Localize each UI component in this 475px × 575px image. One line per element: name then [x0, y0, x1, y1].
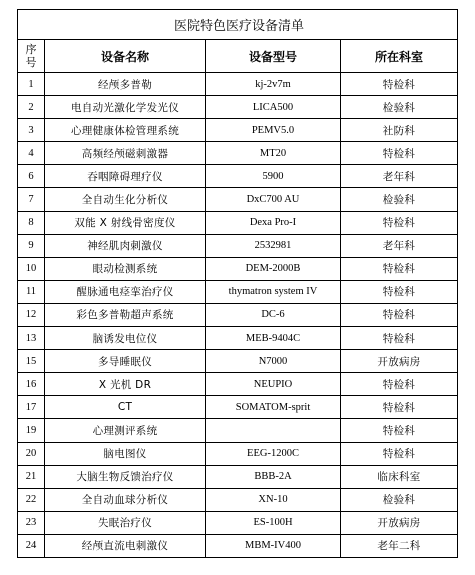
- cell-department: 老年二科: [341, 534, 458, 557]
- cell-department: 检验科: [341, 96, 458, 119]
- table-row: [18, 234, 458, 257]
- cell-equipment-model: 2532981: [206, 234, 341, 257]
- table-row: [18, 419, 458, 442]
- table-row: [18, 373, 458, 396]
- cell-equipment-model: DxC700 AU: [206, 188, 341, 211]
- table-row: [18, 142, 458, 165]
- table-row: [18, 165, 458, 188]
- cell-serial-number: 21: [18, 465, 45, 488]
- cell-equipment-model: ES-100H: [206, 511, 341, 534]
- cell-serial-number: 16: [18, 373, 45, 396]
- header-department: 所在科室: [341, 40, 458, 73]
- cell-equipment-model: N7000: [206, 350, 341, 373]
- cell-equipment-name: 电自动光激化学发光仪: [45, 96, 206, 119]
- cell-serial-number: 9: [18, 234, 45, 257]
- cell-equipment-model: PEMV5.0: [206, 119, 341, 142]
- cell-equipment-model: SOMATOM-sprit: [206, 396, 341, 419]
- cell-equipment-model: kj-2v7m: [206, 73, 341, 96]
- table-row: [18, 511, 458, 534]
- cell-equipment-name: 吞咽障碍理疗仪: [45, 165, 206, 188]
- cell-equipment-model: BBB-2A: [206, 465, 341, 488]
- cell-serial-number: 2: [18, 96, 45, 119]
- cell-department: 特检科: [341, 257, 458, 280]
- header-equipment-name: 设备名称: [45, 40, 206, 73]
- cell-department: 老年科: [341, 165, 458, 188]
- cell-department: 开放病房: [341, 511, 458, 534]
- header-row: [18, 40, 458, 73]
- cell-department: 特检科: [341, 280, 458, 303]
- cell-equipment-model: MT20: [206, 142, 341, 165]
- cell-department: 特检科: [341, 373, 458, 396]
- cell-department: 特检科: [341, 73, 458, 96]
- header-serial-number: 序号: [18, 40, 45, 73]
- cell-equipment-name: X 光机 DR: [45, 373, 206, 396]
- cell-serial-number: 20: [18, 442, 45, 465]
- cell-equipment-name: 全自动血球分析仪: [45, 488, 206, 511]
- cell-department: 特检科: [341, 211, 458, 234]
- cell-serial-number: 15: [18, 350, 45, 373]
- cell-department: 特检科: [341, 327, 458, 350]
- cell-serial-number: 1: [18, 73, 45, 96]
- cell-serial-number: 17: [18, 396, 45, 419]
- cell-equipment-name: 大脑生物反馈治疗仪: [45, 465, 206, 488]
- cell-serial-number: 10: [18, 257, 45, 280]
- cell-serial-number: 23: [18, 511, 45, 534]
- equipment-table: [17, 9, 458, 558]
- cell-equipment-model: LICA500: [206, 96, 341, 119]
- cell-equipment-name: 多导睡眠仪: [45, 350, 206, 373]
- table-body: [18, 73, 458, 558]
- cell-equipment-name: 脑诱发电位仪: [45, 327, 206, 350]
- table-row: [18, 465, 458, 488]
- table-row: [18, 534, 458, 557]
- cell-equipment-model: MEB-9404C: [206, 327, 341, 350]
- cell-equipment-name: 心理健康体检管理系统: [45, 119, 206, 142]
- cell-equipment-model: DEM-2000B: [206, 257, 341, 280]
- cell-equipment-name: 神经肌肉刺激仪: [45, 234, 206, 257]
- cell-department: 开放病房: [341, 350, 458, 373]
- cell-equipment-name: 眼动检测系统: [45, 257, 206, 280]
- cell-serial-number: 22: [18, 488, 45, 511]
- cell-equipment-name: 心理测评系统: [45, 419, 206, 442]
- cell-department: 检验科: [341, 188, 458, 211]
- cell-equipment-name: 失眠治疗仪: [45, 511, 206, 534]
- table-row: [18, 188, 458, 211]
- cell-serial-number: 12: [18, 303, 45, 326]
- cell-equipment-model: thymatron system IV: [206, 280, 341, 303]
- cell-equipment-name: 经颅直流电刺激仪: [45, 534, 206, 557]
- cell-equipment-model: DC-6: [206, 303, 341, 326]
- cell-department: 特检科: [341, 396, 458, 419]
- table-row: [18, 211, 458, 234]
- cell-equipment-model: EEG-1200C: [206, 442, 341, 465]
- cell-department: 老年科: [341, 234, 458, 257]
- cell-serial-number: 6: [18, 165, 45, 188]
- cell-serial-number: 13: [18, 327, 45, 350]
- header-equipment-model: 设备型号: [206, 40, 341, 73]
- cell-equipment-model: 5900: [206, 165, 341, 188]
- cell-serial-number: 24: [18, 534, 45, 557]
- table-row: [18, 257, 458, 280]
- cell-equipment-name: CT: [45, 396, 206, 419]
- cell-equipment-model: NEUPIO: [206, 373, 341, 396]
- cell-equipment-model: XN-10: [206, 488, 341, 511]
- cell-equipment-name: 双能 X 射线骨密度仪: [45, 211, 206, 234]
- table-row: [18, 303, 458, 326]
- table-row: [18, 96, 458, 119]
- cell-department: 检验科: [341, 488, 458, 511]
- cell-equipment-model: MBM-IV400: [206, 534, 341, 557]
- cell-serial-number: 7: [18, 188, 45, 211]
- cell-department: 社防科: [341, 119, 458, 142]
- table-row: [18, 327, 458, 350]
- cell-equipment-name: 高频经颅磁刺激器: [45, 142, 206, 165]
- table-row: [18, 73, 458, 96]
- cell-serial-number: 3: [18, 119, 45, 142]
- cell-serial-number: 4: [18, 142, 45, 165]
- cell-serial-number: 11: [18, 280, 45, 303]
- cell-department: 特检科: [341, 419, 458, 442]
- cell-serial-number: 19: [18, 419, 45, 442]
- cell-equipment-model: Dexa Pro-I: [206, 211, 341, 234]
- cell-equipment-name: 彩色多普勒超声系统: [45, 303, 206, 326]
- table-row: [18, 396, 458, 419]
- cell-serial-number: 8: [18, 211, 45, 234]
- cell-equipment-name: 醒脉通电痉挛治疗仪: [45, 280, 206, 303]
- cell-equipment-name: 经颅多普勒: [45, 73, 206, 96]
- table-row: [18, 280, 458, 303]
- cell-equipment-name: 脑电图仪: [45, 442, 206, 465]
- cell-department: 特检科: [341, 303, 458, 326]
- table-row: [18, 488, 458, 511]
- table-row: [18, 350, 458, 373]
- table-title: 医院特色医疗设备清单: [18, 10, 458, 40]
- cell-equipment-model: [206, 419, 341, 442]
- table-row: [18, 442, 458, 465]
- cell-department: 特检科: [341, 142, 458, 165]
- table-row: [18, 119, 458, 142]
- cell-department: 临床科室: [341, 465, 458, 488]
- cell-department: 特检科: [341, 442, 458, 465]
- cell-equipment-name: 全自动生化分析仪: [45, 188, 206, 211]
